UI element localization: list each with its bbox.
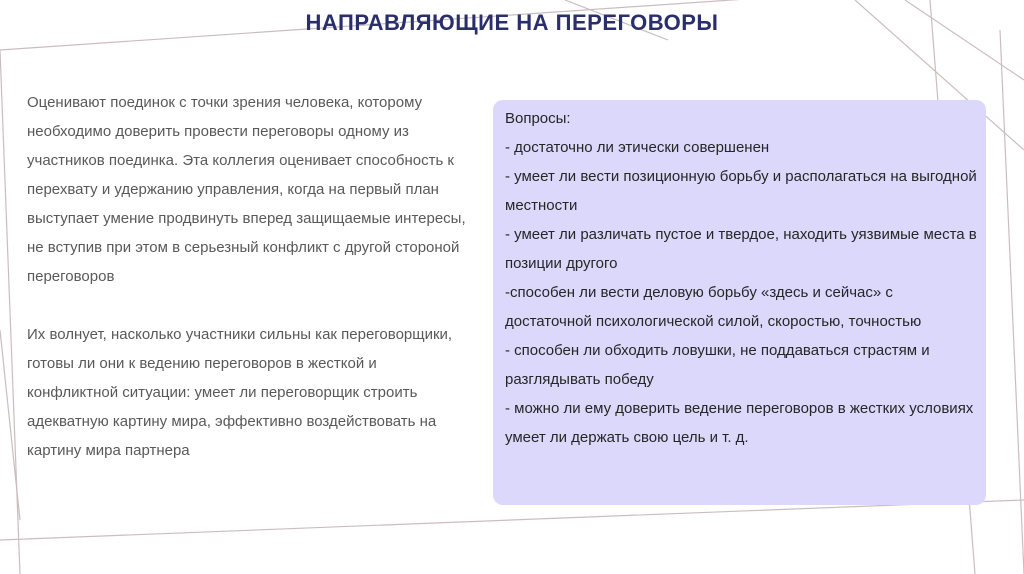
question-item: - достаточно ли этически совершенен	[505, 139, 770, 156]
question-item: - можно ли ему доверить ведение переговоров в жестких условиях	[505, 400, 974, 417]
left-column	[27, 88, 467, 494]
question-item: -способен ли вести деловую борьбу «здесь и сейчас» с достаточной психологической силой, скоростью, точностью	[505, 284, 922, 330]
question-item: - умеет ли различать пустое и твердое, находить уязвимые места в позиции другого	[505, 226, 977, 272]
question-item: - способен ли обходить ловушки, не поддаваться страстям и разглядывать победу	[505, 342, 930, 388]
questions-panel	[493, 100, 986, 505]
left-paragraph-1: Оценивают поединок с точки зрения человека, которому необходимо доверить провести переговоры одному из участников поединка. Эта коллегия оценивает способность к перехвату и удержанию управления, когда на первый план выступает умение продвинуть вперед защищаемые интересы, не вступив при этом в серьезный конфликт с другой стороной переговоров	[27, 94, 466, 285]
questions-heading: Вопросы:	[505, 110, 571, 127]
page-title: НАПРАВЛЯЮЩИЕ НА ПЕРЕГОВОРЫ	[305, 10, 719, 35]
question-item: умеет ли держать свою цель и т. д.	[505, 429, 749, 446]
question-item: - умеет ли вести позиционную борьбу и располагаться на выгодной местности	[505, 168, 977, 214]
left-paragraph-2: Их волнует, насколько участники сильны как переговорщики, готовы ли они к ведению переговоров в жесткой и конфликтной ситуации: умеет ли переговорщик строить адекватную картину мира, эффективно воздействовать на картину мира партнера	[27, 326, 453, 459]
